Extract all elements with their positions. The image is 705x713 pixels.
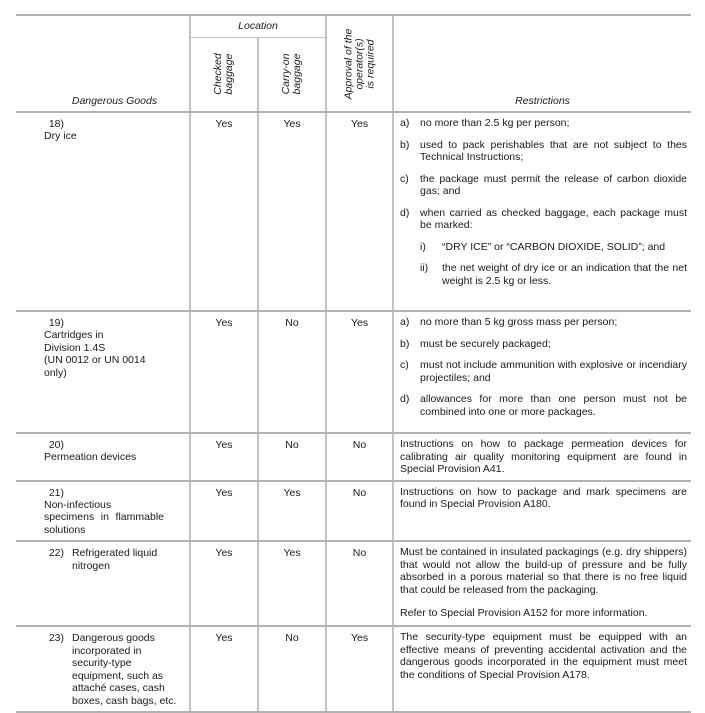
goods-cell bbox=[16, 433, 190, 481]
checked-value: Yes bbox=[190, 112, 258, 311]
restrictions-cell bbox=[393, 626, 691, 712]
header-checked-line: baggage bbox=[223, 54, 235, 95]
goods-cell bbox=[16, 112, 190, 311]
sub-item-label: ii) bbox=[420, 262, 429, 274]
header-dangerous-goods: Dangerous Goods bbox=[16, 15, 190, 112]
carry-on-value: No bbox=[258, 626, 326, 712]
sub-item-text: the net weight of dry ice or an indication that the net weight is 2.5 kg or less. bbox=[442, 262, 688, 287]
table-row bbox=[16, 626, 691, 712]
carry-on-value: Yes bbox=[258, 481, 326, 542]
header-approval bbox=[326, 15, 393, 112]
sub-item bbox=[420, 241, 687, 254]
goods-name: Dangerous goods incorporated in security-type equipment, such as attaché cases, cash boxes, cash bags, etc. bbox=[72, 632, 177, 707]
row-number: 18) bbox=[48, 118, 64, 130]
carry-on-value: No bbox=[258, 433, 326, 481]
approval-value: No bbox=[326, 433, 393, 481]
carry-on-value: No bbox=[258, 311, 326, 433]
table-row bbox=[16, 311, 691, 433]
header-carry-on-baggage bbox=[258, 37, 326, 112]
goods-cell bbox=[16, 541, 190, 626]
header-approval-line: Approval of the bbox=[342, 28, 355, 99]
item-text: no more than 2.5 kg per person; bbox=[420, 117, 570, 129]
header-checked-line: Checked bbox=[212, 53, 224, 96]
goods-name-line: Division 1.4S bbox=[44, 341, 106, 354]
checked-value: Yes bbox=[190, 541, 258, 626]
approval-value: Yes bbox=[326, 112, 393, 311]
carry-on-value: Yes bbox=[258, 112, 326, 311]
approval-value: Yes bbox=[326, 626, 393, 712]
approval-value: No bbox=[326, 481, 393, 542]
restriction-item bbox=[400, 393, 687, 418]
goods-name-line: (UN 0012 or UN 0014 bbox=[44, 354, 146, 366]
restriction-paragraph: Instructions on how to package permeation devices for calibrating air quality monitoring equipment are found in Special Provision A41. bbox=[400, 438, 688, 475]
restrictions-cell bbox=[393, 112, 691, 311]
header-approval-line: is required bbox=[364, 38, 377, 89]
table-row bbox=[16, 433, 691, 481]
item-label: d) bbox=[400, 206, 410, 219]
header-checked-baggage bbox=[190, 37, 258, 112]
item-text: allowances for more than one person must not be combined into one or more packages. bbox=[420, 393, 688, 418]
goods-name bbox=[44, 329, 164, 379]
item-label: c) bbox=[400, 172, 409, 185]
restriction-item bbox=[400, 316, 687, 329]
item-label: b) bbox=[400, 138, 410, 151]
header-carry-on-line: baggage bbox=[291, 54, 303, 95]
checked-value: Yes bbox=[190, 433, 258, 481]
restrictions-cell bbox=[393, 541, 691, 626]
approval-value: No bbox=[326, 541, 393, 626]
restrictions-cell bbox=[393, 311, 691, 433]
table-row bbox=[16, 481, 691, 542]
restriction-item bbox=[400, 359, 687, 384]
goods-name: Refrigerated liquid nitrogen bbox=[72, 547, 158, 572]
restriction-item bbox=[400, 139, 687, 164]
restriction-paragraph: Instructions on how to package and mark specimens are found in Special Provision A180. bbox=[400, 485, 688, 510]
item-text: when carried as checked baggage, each package must be marked: bbox=[420, 206, 688, 231]
restrictions-cell bbox=[393, 481, 691, 542]
header-restrictions: Restrictions bbox=[393, 15, 691, 112]
goods-name-line: only) bbox=[44, 366, 67, 379]
restriction-paragraph: The security-type equipment must be equipped with an effective means of preventing accidental activation and the dangerous goods incorporated in the equipment must meet the conditions of Special Provision A178. bbox=[400, 631, 688, 681]
row-number: 23) bbox=[48, 632, 64, 644]
item-label: b) bbox=[400, 337, 410, 350]
goods-name-line: Cartridges in bbox=[44, 329, 104, 341]
checked-value: Yes bbox=[190, 311, 258, 433]
goods-cell bbox=[16, 311, 190, 433]
row-number: 22) bbox=[48, 547, 64, 559]
header-approval-line: operator(s) bbox=[353, 37, 366, 90]
header-carry-on-line: Carry-on bbox=[280, 54, 292, 95]
goods-name: Permeation devices bbox=[44, 451, 137, 463]
item-label: c) bbox=[400, 359, 409, 371]
goods-cell bbox=[16, 481, 190, 542]
sub-item-label: i) bbox=[420, 240, 426, 253]
goods-cell bbox=[16, 626, 190, 712]
header-location: Location bbox=[190, 15, 326, 37]
checked-value: Yes bbox=[190, 481, 258, 542]
item-text: the package must permit the release of carbon dioxide gas; and bbox=[420, 172, 688, 197]
table-row bbox=[16, 112, 691, 311]
restriction-item bbox=[400, 117, 687, 130]
item-label: a) bbox=[400, 117, 410, 129]
goods-name: Non-infectious specimens in flammable solutions bbox=[44, 498, 164, 536]
sub-item-text: “DRY ICE” or “CARBON DIOXIDE, SOLID”; and bbox=[442, 240, 666, 253]
row-number: 19) bbox=[48, 317, 64, 329]
restriction-paragraph: Must be contained in insulated packagings (e.g. dry shippers) that would not allow the build-up of pressure and be fully absorbed in a porous material so that there is no free liquid that could be released from the packaging. bbox=[400, 546, 688, 596]
item-text: used to pack perishables that are not subject to thes Technical Instructions; bbox=[420, 138, 688, 163]
checked-value: Yes bbox=[190, 626, 258, 712]
sub-item bbox=[420, 262, 687, 287]
row-number: 21) bbox=[48, 486, 64, 499]
item-text: no more than 5 kg gross mass per person; bbox=[420, 316, 618, 328]
goods-name: Dry ice bbox=[44, 130, 77, 142]
dangerous-goods-table bbox=[16, 14, 691, 713]
item-label: d) bbox=[400, 393, 410, 405]
restrictions-cell bbox=[393, 433, 691, 481]
approval-value: Yes bbox=[326, 311, 393, 433]
restriction-item bbox=[400, 338, 687, 351]
table-row bbox=[16, 541, 691, 626]
item-text: must not include ammunition with explosive or incendiary projectiles; and bbox=[420, 359, 688, 384]
item-text: must be securely packaged; bbox=[420, 337, 551, 350]
restriction-paragraph: Refer to Special Provision A152 for more information. bbox=[400, 607, 648, 619]
item-label: a) bbox=[400, 316, 410, 328]
restriction-item bbox=[400, 207, 687, 288]
restriction-item bbox=[400, 173, 687, 198]
carry-on-value: Yes bbox=[258, 541, 326, 626]
row-number: 20) bbox=[48, 439, 64, 451]
